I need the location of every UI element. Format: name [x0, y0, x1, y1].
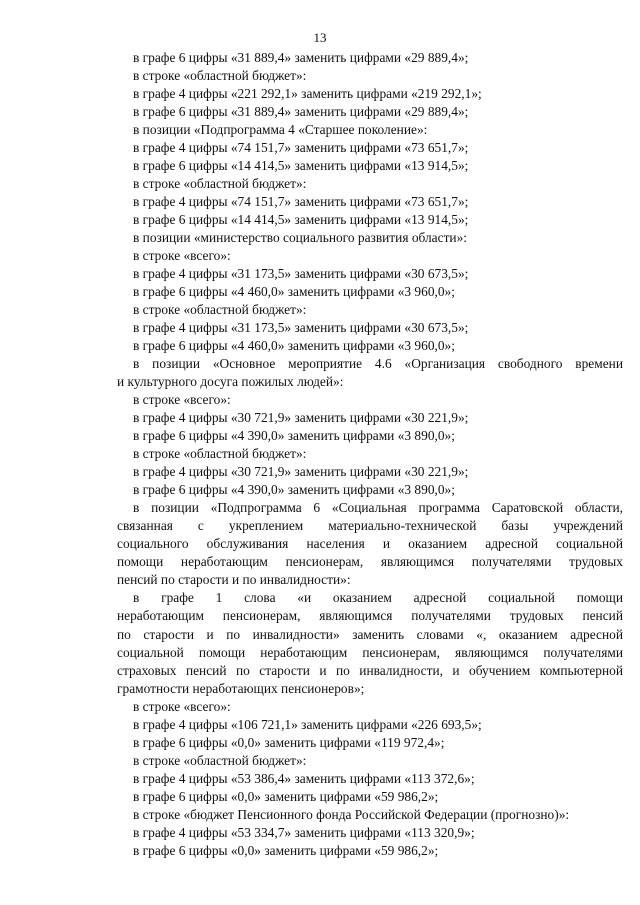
text-line: социального обслуживания населения и оказанием адресной социальной [117, 536, 623, 552]
text-line: в графе 4 цифры «53 334,7» заменить цифрами «113 320,9»; [133, 824, 475, 840]
text-line: социальной помощи неработающим пенсионерам, являющимся получателями [117, 644, 623, 660]
text-line: в позиции «Подпрограмма 6 «Социальная программа Саратовской области, [133, 500, 623, 516]
text-line: в графе 4 цифры «53 386,4» заменить цифрами «113 372,6»; [133, 770, 475, 786]
text-line: в позиции «Основное мероприятие 4.6 «Организация свободного времени [133, 356, 623, 372]
text-line: в графе 4 цифры «221 292,1» заменить цифрами «219 292,1»; [133, 86, 482, 102]
text-line: в графе 6 цифры «4 460,0» заменить цифрами «3 960,0»; [133, 338, 455, 354]
text-line: в строке «областной бюджет»: [133, 176, 307, 192]
text-line: в графе 4 цифры «30 721,9» заменить цифрами «30 221,9»; [133, 464, 469, 480]
text-line: в графе 4 цифры «74 151,7» заменить цифрами «73 651,7»; [133, 194, 469, 210]
page-number: 13 [313, 30, 327, 45]
text-line: в графе 4 цифры «31 173,5» заменить цифрами «30 673,5»; [133, 266, 469, 282]
text-line: в позиции «Подпрограмма 4 «Старшее поколение»: [133, 122, 428, 138]
text-line: в графе 4 цифры «31 173,5» заменить цифрами «30 673,5»; [133, 320, 469, 336]
text-line: в графе 6 цифры «14 414,5» заменить цифрами «13 914,5»; [133, 158, 469, 174]
text-line: неработающим пенсионерам, являющимся получателями трудовых пенсий [117, 608, 623, 624]
text-line: пенсий по старости и по инвалидности»: [117, 572, 351, 588]
text-line: в строке «областной бюджет»: [133, 446, 307, 462]
text-line: в графе 6 цифры «4 460,0» заменить цифрами «3 960,0»; [133, 284, 455, 300]
text-line: в позиции «министерство социального развития области»: [133, 230, 468, 246]
text-line: по старости и по инвалидности» заменить словами «, оказанием адресной [117, 626, 623, 642]
text-line: в графе 1 слова «и оказанием адресной социальной помощи [133, 590, 623, 606]
text-line: в строке «всего»: [133, 698, 231, 714]
text-line: в графе 6 цифры «14 414,5» заменить цифрами «13 914,5»; [133, 212, 469, 228]
text-line: в строке «всего»: [133, 248, 231, 264]
text-line: в графе 4 цифры «30 721,9» заменить цифрами «30 221,9»; [133, 410, 469, 426]
text-line: в строке «областной бюджет»: [133, 68, 307, 84]
text-line: в графе 6 цифры «31 889,4» заменить цифрами «29 889,4»; [133, 50, 469, 65]
text-line: в графе 6 цифры «4 390,0» заменить цифрами «3 890,0»; [133, 482, 455, 498]
text-line: в графе 6 цифры «0,0» заменить цифрами «59 986,2»; [133, 788, 439, 804]
text-line: в строке «областной бюджет»: [133, 302, 307, 318]
text-line: в графе 6 цифры «4 390,0» заменить цифрами «3 890,0»; [133, 428, 455, 444]
text-line: в графе 6 цифры «0,0» заменить цифрами «119 972,4»; [133, 734, 445, 750]
text-line: страховых пенсий по старости и по инвалидности, и обучением компьютерной [117, 662, 623, 678]
text-line: в графе 4 цифры «74 151,7» заменить цифрами «73 651,7»; [133, 140, 469, 156]
text-line: в строке «областной бюджет»: [133, 752, 307, 768]
document-body [117, 49, 623, 860]
text-line: в строке «всего»: [133, 392, 231, 408]
text-line: помощи неработающим пенсионерам, являющимся получателями трудовых [117, 554, 623, 570]
text-line: в строке «бюджет Пенсионного фонда Российской Федерации (прогнозно)»: [133, 806, 570, 822]
text-line: в графе 4 цифры «106 721,1» заменить цифрами «226 693,5»; [133, 716, 482, 732]
text-line: грамотности неработающих пенсионеров»; [117, 680, 365, 696]
text-line: в графе 6 цифры «31 889,4» заменить цифрами «29 889,4»; [133, 104, 469, 120]
text-line: в графе 6 цифры «0,0» заменить цифрами «59 986,2»; [133, 842, 439, 858]
text-line: связанная с укреплением материально-технической базы учреждений [117, 518, 623, 534]
text-line: и культурного досуга пожилых людей»: [117, 374, 344, 390]
